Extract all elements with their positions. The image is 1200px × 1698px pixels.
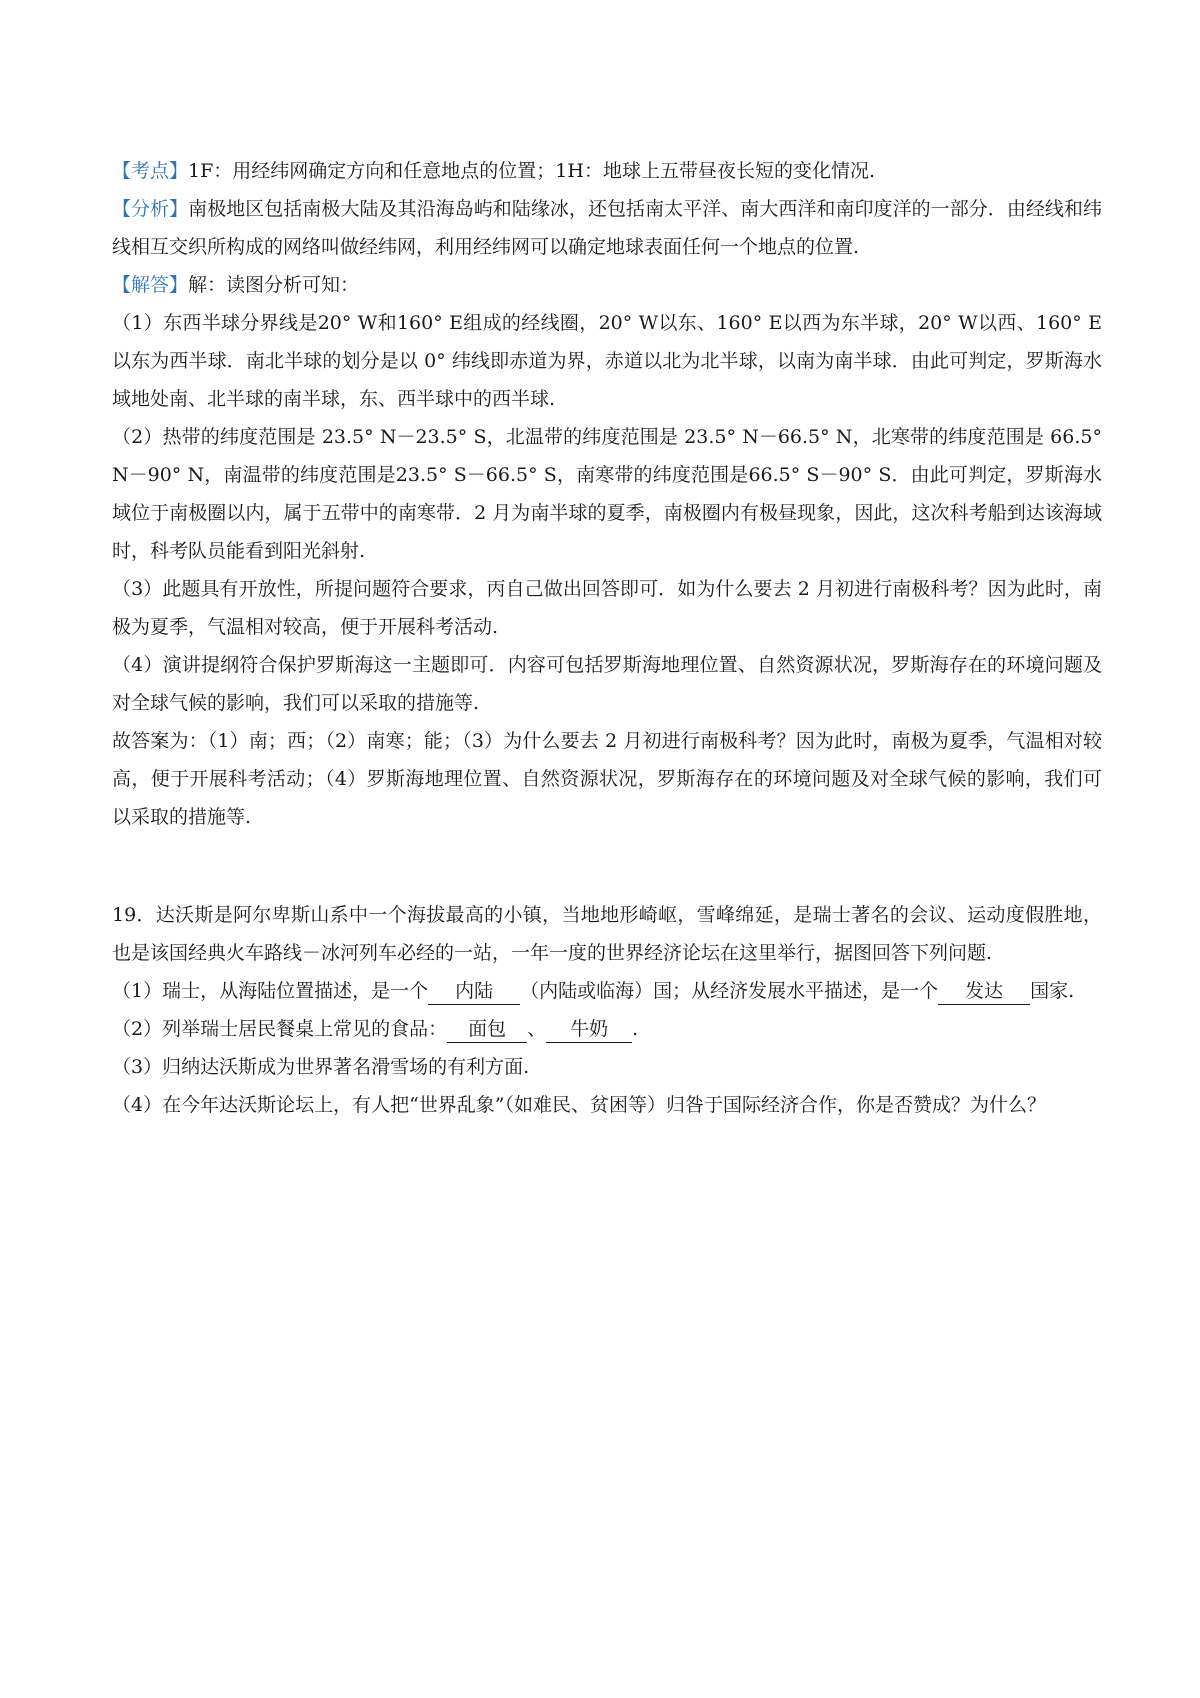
jieda-tag: 【解答】 [112,274,189,296]
q19-p2-end: . [632,1018,639,1040]
question-19-part-4: （4）在今年达沃斯论坛上，有人把“世界乱象”（如难民、贫困等）归咎于国际经济合作，你是否赞成？为什么？ [112,1094,1047,1116]
q19-p1-text-b: （内陆或临海）国；从经济发展水平描述，是一个 [520,980,939,1002]
q19-p1-blank-2: 发达 [938,978,1030,1005]
fenxi-tag: 【分析】 [112,198,189,220]
jieda-item-4: （4）演讲提纲符合保护罗斯海这一主题即可．内容可包括罗斯海地理位置、自然资源状况，罗斯海存在的环境问题及对全球气候的影响，我们可以采取的措施等. [112,654,1102,714]
q19-p2-text-a: （2）列举瑞士居民餐桌上常见的食品： [112,1018,448,1040]
jieda-paragraph [112,266,1102,304]
question-19-part-1 [112,972,1102,1010]
q19-p2-sep: 、 [527,1018,547,1040]
q19-p1-text-c: 国家. [1030,980,1075,1002]
question-19-part-3: （3）归纳达沃斯成为世界著名滑雪场的有利方面. [112,1056,530,1078]
jieda-text: 解：读图分析可知： [188,274,360,296]
kaodian-paragraph [112,152,1102,190]
question-19-stem: 19．达沃斯是阿尔卑斯山系中一个海拔最高的小镇，当地地形崎岖，雪峰绵延，是瑞士著名的会议、运动度假胜地，也是该国经典火车路线－冰河列车必经的一站，一年一度的世界经济论坛在这里举行，据图回答下列问题. [112,904,1102,964]
answer-paragraph: 故答案为：（1）南；西；（2）南寒；能；（3）为什么要去 2 月初进行南极科考？因为此时，南极为夏季，气温相对较高，便于开展科考活动；（4）罗斯海地理位置、自然资源状况，罗斯海存在的环境问题及对全球气候的影响，我们可以采取的措施等. [112,730,1102,828]
jieda-item-3: （3）此题具有开放性，所提问题符合要求，丙自己做出回答即可．如为什么要去 2 月初进行南极科考？因为此时，南极为夏季，气温相对较高，便于开展科考活动. [112,578,1102,638]
jieda-item-2: （2）热带的纬度范围是 23.5° N－23.5° S，北温带的纬度范围是 23.5° N－66.5° N，北寒带的纬度范围是 66.5° N－90° N，南温带的纬度范围是23.5° S－66.5° S，南寒带的纬度范围是66.5° S－90° S．由此可判定，罗斯海水域位于南极圈以内，属于五带中的南寒带．2 月为南半球的夏季，南极圈内有极昼现象，因此，这次科考船到达该海域时，科考队员能看到阳光斜射. [112,426,1102,562]
question-19-part-2 [112,1010,1102,1048]
fenxi-text: 南极地区包括南极大陆及其沿海岛屿和陆缘冰，还包括南太平洋、南大西洋和南印度洋的一部分．由经线和纬线相互交织所构成的网络叫做经纬网，利用经纬网可以确定地球表面任何一个地点的位置. [112,198,1102,258]
kaodian-text: 1F：用经纬网确定方向和任意地点的位置；1H：地球上五带昼夜长短的变化情况. [188,160,875,182]
jieda-item-1: （1）东西半球分界线是20° W和160° E组成的经线圈，20° W以东、160° E以西为东半球，20° W以西、160° E 以东为西半球．南北半球的划分是以 0° 纬线即赤道为界，赤道以北为北半球，以南为南半球．由此可判定，罗斯海水域地处南、北半球的南半球，东、西半球中的西半球. [112,312,1102,410]
q19-p2-blank-2: 牛奶 [546,1016,632,1043]
section-gap [112,836,1102,896]
document-page [112,152,1102,1124]
q19-p1-text-a: （1）瑞士，从海陆位置描述，是一个 [112,980,429,1002]
q19-p2-blank-1: 面包 [447,1016,527,1043]
kaodian-tag: 【考点】 [112,160,189,182]
q19-p1-blank-1: 内陆 [428,978,520,1005]
fenxi-paragraph [112,190,1102,266]
